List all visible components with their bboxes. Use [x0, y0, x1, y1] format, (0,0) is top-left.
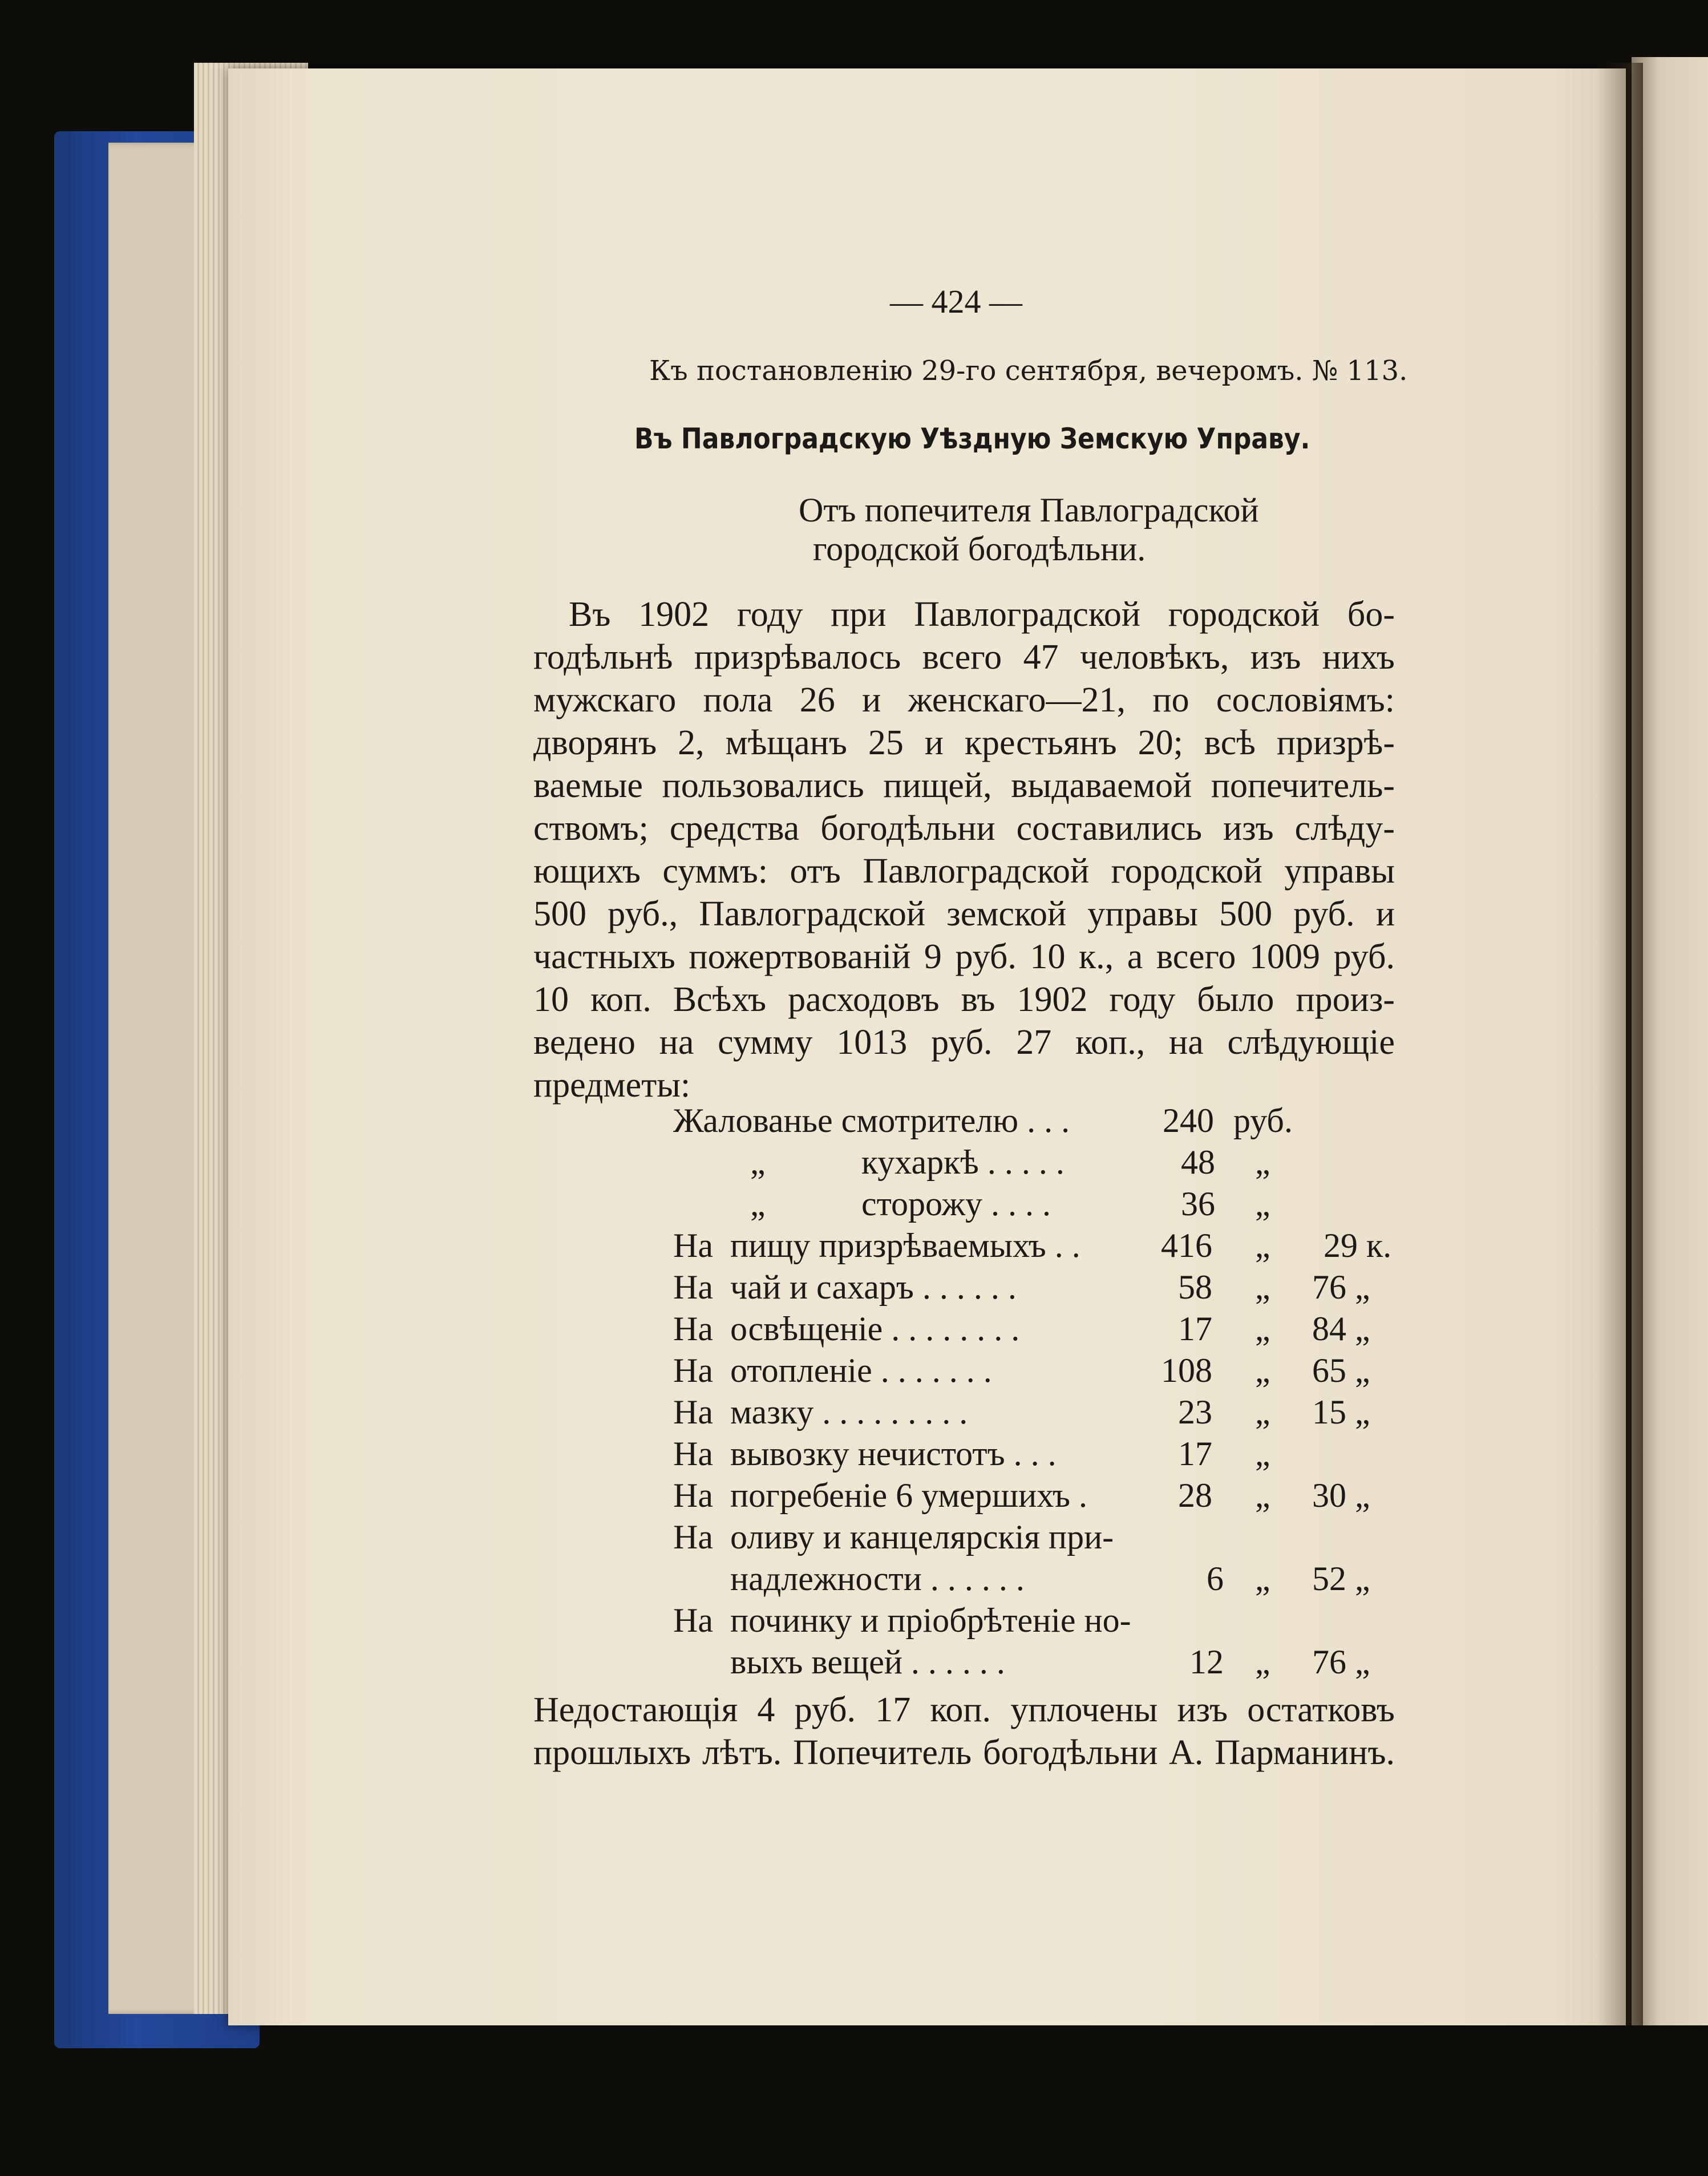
expense-unit: „ — [1255, 1268, 1270, 1306]
paragraph-line: частныхъ пожертвованій 9 руб. 10 к., а всего 1009 руб. — [533, 937, 1395, 976]
expense-rubles: 17 — [1178, 1435, 1212, 1473]
expense-row — [673, 1601, 1415, 1684]
expense-unit: „ — [1255, 1435, 1270, 1473]
expense-row — [673, 1309, 1415, 1351]
expense-prefix: На — [673, 1393, 713, 1431]
expense-rubles: 12 — [1189, 1643, 1224, 1681]
page-number: — 424 — — [890, 283, 1022, 320]
expense-rubles: 48 — [1181, 1143, 1215, 1181]
expense-unit: „ — [1255, 1227, 1270, 1264]
expense-row — [673, 1226, 1415, 1268]
ditto-mark: „ — [750, 1143, 766, 1181]
expense-kopecks: 84 „ — [1312, 1310, 1370, 1348]
paragraph-line: годѣльнѣ призрѣвалось всего 47 человѣкъ, изъ нихъ — [533, 638, 1395, 677]
expense-rubles: 416 — [1161, 1227, 1212, 1264]
paragraph-line: ствомъ; средства богодѣльни составились изъ слѣду- — [533, 809, 1395, 848]
paragraph-line: мужскаго пола 26 и женскаго—21, по сословіямъ: — [533, 681, 1395, 719]
expense-row — [673, 1351, 1415, 1393]
paragraph-line: ваемые пользовались пищей, выдаваемой попечитель- — [533, 766, 1395, 805]
facing-page — [1632, 57, 1708, 2025]
expense-unit: руб. — [1233, 1102, 1293, 1139]
closing-paragraph — [533, 1689, 1395, 1774]
expense-unit: „ — [1255, 1310, 1270, 1348]
expense-item: освѣщеніе . . . . . . . . — [730, 1310, 1020, 1348]
expense-prefix: На — [673, 1268, 713, 1306]
expense-row — [673, 1143, 1415, 1184]
paragraph-line: ющихъ суммъ: отъ Павлоградской городской управы — [533, 852, 1395, 891]
expense-rubles: 36 — [1181, 1185, 1215, 1223]
resolution-reference: Къ постановленію 29-го сентября, вечеромъ. № 113. — [649, 355, 1408, 387]
expense-item: пищу призрѣваемыхъ . . — [730, 1227, 1080, 1264]
expense-rubles: 240 — [1163, 1102, 1214, 1139]
paragraph-line: 500 руб., Павлоградской земской управы 500 руб. и — [533, 895, 1395, 933]
paragraph-line: ведено на сумму 1013 руб. 27 коп., на слѣдующіе — [533, 1023, 1395, 1062]
expense-kopecks: 29 к. — [1324, 1227, 1392, 1264]
expense-item: чай и сахаръ . . . . . . — [730, 1268, 1017, 1306]
expense-prefix: На — [673, 1310, 713, 1348]
paragraph-line: дворянъ 2, мѣщанъ 25 и крестьянъ 20; всѣ призрѣ- — [533, 723, 1395, 762]
expense-row — [673, 1476, 1415, 1518]
expense-kopecks: 76 „ — [1312, 1643, 1370, 1681]
expense-kopecks: 30 „ — [1312, 1477, 1370, 1514]
expense-kopecks: 52 „ — [1312, 1560, 1370, 1597]
book-gutter — [1597, 63, 1643, 2025]
expense-item: починку и пріобрѣтеніе но- — [730, 1601, 1131, 1639]
sender-line-2: городской богодѣльни. — [813, 530, 1146, 568]
expense-prefix: На — [673, 1518, 713, 1556]
expense-prefix: На — [673, 1601, 713, 1639]
expense-item: мазку . . . . . . . . . — [730, 1393, 968, 1431]
expense-row — [673, 1268, 1415, 1309]
expense-unit: „ — [1255, 1143, 1270, 1181]
expense-item: сторожу . . . . — [861, 1185, 1051, 1223]
expense-item-continued: выхъ вещей . . . . . . — [730, 1643, 1005, 1681]
expense-unit: „ — [1255, 1643, 1270, 1681]
report-paragraph — [533, 593, 1395, 1107]
expense-list — [673, 1101, 1415, 1684]
expense-row — [673, 1518, 1415, 1601]
expense-unit: „ — [1255, 1185, 1270, 1223]
paragraph-line: Въ 1902 году при Павлоградской городской бо- — [569, 595, 1395, 634]
closing-line: Недостающія 4 руб. 17 коп. уплочены изъ остатковъ — [533, 1690, 1395, 1729]
expense-rubles: 28 — [1178, 1477, 1212, 1514]
expense-unit: „ — [1255, 1393, 1270, 1431]
expense-row — [673, 1101, 1415, 1143]
document-heading: Въ Павлоградскую Уѣздную Земскую Управу. — [634, 422, 1310, 455]
expense-prefix: На — [673, 1352, 713, 1389]
expense-kopecks: 76 „ — [1312, 1268, 1370, 1306]
expense-row — [673, 1393, 1415, 1434]
expense-rubles: 58 — [1178, 1268, 1212, 1306]
sender-line-1: Отъ попечителя Павлоградской — [799, 491, 1259, 529]
expense-item: кухаркѣ . . . . . — [861, 1143, 1065, 1181]
expense-item-continued: надлежности . . . . . . — [730, 1560, 1025, 1597]
expense-rubles: 108 — [1161, 1352, 1212, 1389]
paragraph-line: предметы: — [533, 1066, 691, 1105]
ditto-mark: „ — [750, 1185, 766, 1223]
expense-kopecks: 15 „ — [1312, 1393, 1370, 1431]
expense-unit: „ — [1255, 1560, 1270, 1597]
expense-rubles: 6 — [1207, 1560, 1224, 1597]
paragraph-line: 10 коп. Всѣхъ расходовъ въ 1902 году было произ- — [533, 980, 1395, 1019]
expense-kopecks: 65 „ — [1312, 1352, 1370, 1389]
expense-rubles: 17 — [1178, 1310, 1212, 1348]
expense-item: Жалованье смотрителю . . . — [673, 1102, 1070, 1139]
expense-unit: „ — [1255, 1477, 1270, 1514]
expense-rubles: 23 — [1178, 1393, 1212, 1431]
expense-item: погребеніе 6 умершихъ . — [730, 1477, 1087, 1514]
expense-row — [673, 1184, 1415, 1226]
expense-prefix: На — [673, 1477, 713, 1514]
expense-prefix: На — [673, 1227, 713, 1264]
expense-item: вывозку нечистотъ . . . — [730, 1435, 1057, 1473]
closing-line: прошлыхъ лѣтъ. Попечитель богодѣльни А. Парманинъ. — [533, 1733, 1395, 1772]
expense-item: оливу и канцелярскія при- — [730, 1518, 1114, 1556]
expense-item: отопленіе . . . . . . . — [730, 1352, 992, 1389]
expense-unit: „ — [1255, 1352, 1270, 1389]
expense-row — [673, 1434, 1415, 1476]
expense-prefix: На — [673, 1435, 713, 1473]
